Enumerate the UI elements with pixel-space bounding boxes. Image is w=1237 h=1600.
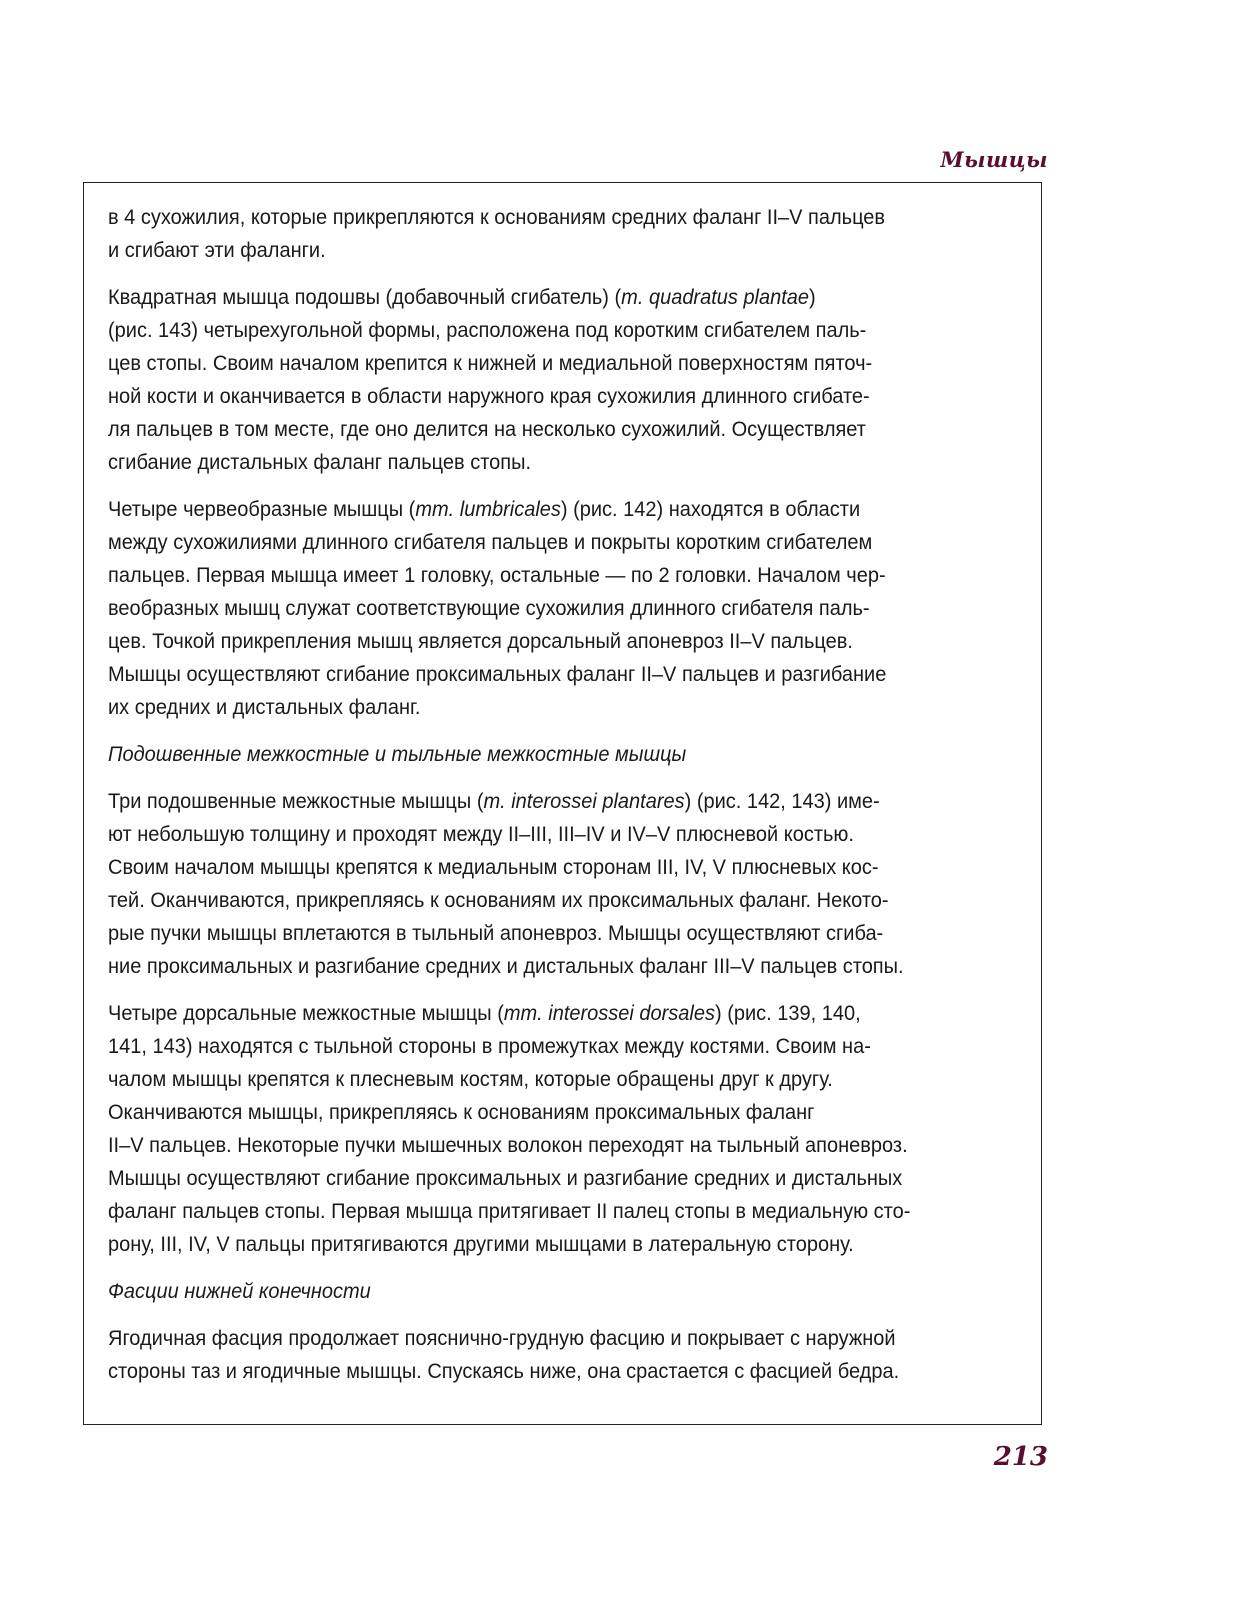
paragraph-quadratus-plantae — [108, 281, 1047, 479]
text-line: рые пучки мышцы вплетаются в тыльный апоневроз. Мышцы осуществляют сгиба- — [108, 921, 884, 945]
paragraph-interossei-plantares — [108, 785, 1047, 983]
text-line: пальцев. Первая мышца имеет 1 головку, остальные — по 2 головки. Началом чер- — [108, 563, 886, 587]
paragraph-lumbricales — [108, 493, 1047, 724]
text-line: ля пальцев в том месте, где оно делится на несколько сухожилий. Осуществляет — [108, 417, 866, 441]
text-line: и сгибают эти фаланги. — [108, 238, 326, 262]
text-line: в 4 сухожилия, которые прикрепляются к основаниям средних фаланг II–V пальцев — [108, 205, 886, 229]
text-line: между сухожилиями длинного сгибателя пальцев и покрыты коротким сгибателем — [108, 530, 873, 554]
text-line: II–V пальцев. Некоторые пучки мышечных волокон переходят на тыльный апоневроз. — [108, 1133, 908, 1157]
text-line: ной кости и оканчивается в области наружного края сухожилия длинного сгибате- — [108, 384, 870, 408]
paragraph-gluteal-fascia — [108, 1322, 1047, 1388]
text-segment: ) (рис. 142) находятся в области — [560, 497, 861, 521]
latin-term: m. quadratus plantae — [621, 285, 810, 309]
text-line: их средних и дистальных фаланг. — [108, 695, 421, 719]
section-subheading: Фасции нижней конечности — [108, 1279, 371, 1303]
text-line: чалом мышцы крепятся к плесневым костям, которые обращены друг к другу. — [108, 1067, 833, 1091]
text-line: сгибание дистальных фаланг пальцев стопы. — [108, 450, 532, 474]
text-line: стороны таз и ягодичные мышцы. Спускаясь ниже, она срастается с фасцией бедра. — [108, 1359, 900, 1383]
running-title: Мышцы — [940, 147, 1048, 172]
text-segment: Четыре дорсальные межкостные мышцы ( — [108, 1001, 504, 1025]
text-line — [108, 493, 1047, 526]
paragraph-interossei-dorsales — [108, 997, 1047, 1261]
text-line: Своим началом мышцы крепятся к медиальным сторонам III, IV, V плюсневых кос- — [108, 855, 879, 879]
text-line — [108, 785, 1047, 818]
text-line: цев стопы. Своим началом крепится к нижней и медиальной поверхностям пяточ- — [108, 351, 873, 375]
text-line: ние проксимальных и разгибание средних и дистальных фаланг III–V пальцев стопы. — [108, 954, 904, 978]
text-line: Мышцы осуществляют сгибание проксимальных фаланг II–V пальцев и разгибание — [108, 662, 887, 686]
text-segment: Квадратная мышца подошвы (добавочный сгибатель) ( — [108, 285, 622, 309]
text-line: цев. Точкой прикрепления мышц является дорсальный апоневроз II–V пальцев. — [108, 629, 853, 653]
text-line: (рис. 143) четырехугольной формы, расположена под коротким сгибателем паль- — [108, 318, 867, 342]
latin-term: mm. lumbricales — [415, 497, 561, 521]
text-segment: ) (рис. 142, 143) име- — [684, 789, 880, 813]
latin-term: mm. interossei dorsales — [503, 1001, 715, 1025]
text-segment: ) — [809, 285, 816, 309]
text-line: фаланг пальцев стопы. Первая мышца притягивает II палец стопы в медиальную сто- — [108, 1199, 911, 1223]
text-line: Ягодичная фасция продолжает пояснично-грудную фасцию и покрывает с наружной — [108, 1326, 896, 1350]
text-segment: Четыре червеобразные мышцы ( — [108, 497, 416, 521]
text-line: тей. Оканчиваются, прикрепляясь к основаниям их проксимальных фаланг. Некото- — [108, 888, 889, 912]
text-frame — [83, 182, 1042, 1425]
text-line: веобразных мышц служат соответствующие сухожилия длинного сгибателя паль- — [108, 596, 870, 620]
text-line: рону, III, IV, V пальцы притягиваются другими мышцами в латеральную сторону. — [108, 1232, 854, 1256]
text-line: 141, 143) находятся с тыльной стороны в промежутках между костями. Своим на- — [108, 1034, 871, 1058]
text-line: Оканчиваются мышцы, прикрепляясь к основаниям проксимальных фаланг — [108, 1100, 815, 1124]
text-line: ют небольшую толщину и проходят между II–III, III–IV и IV–V плюсневой костью. — [108, 822, 854, 846]
section-subheading: Подошвенные межкостные и тыльные межкостные мышцы — [108, 742, 687, 766]
text-line: Мышцы осуществляют сгибание проксимальных и разгибание средних и дистальных — [108, 1166, 903, 1190]
text-segment: Три подошвенные межкостные мышцы ( — [108, 789, 484, 813]
paragraph-flexor-tendons — [108, 201, 1047, 267]
text-segment: ) (рис. 139, 140, — [714, 1001, 861, 1025]
text-line — [108, 997, 1047, 1030]
page-number: 213 — [993, 1442, 1048, 1472]
latin-term: m. interossei plantares — [483, 789, 685, 813]
text-line — [108, 281, 1047, 314]
